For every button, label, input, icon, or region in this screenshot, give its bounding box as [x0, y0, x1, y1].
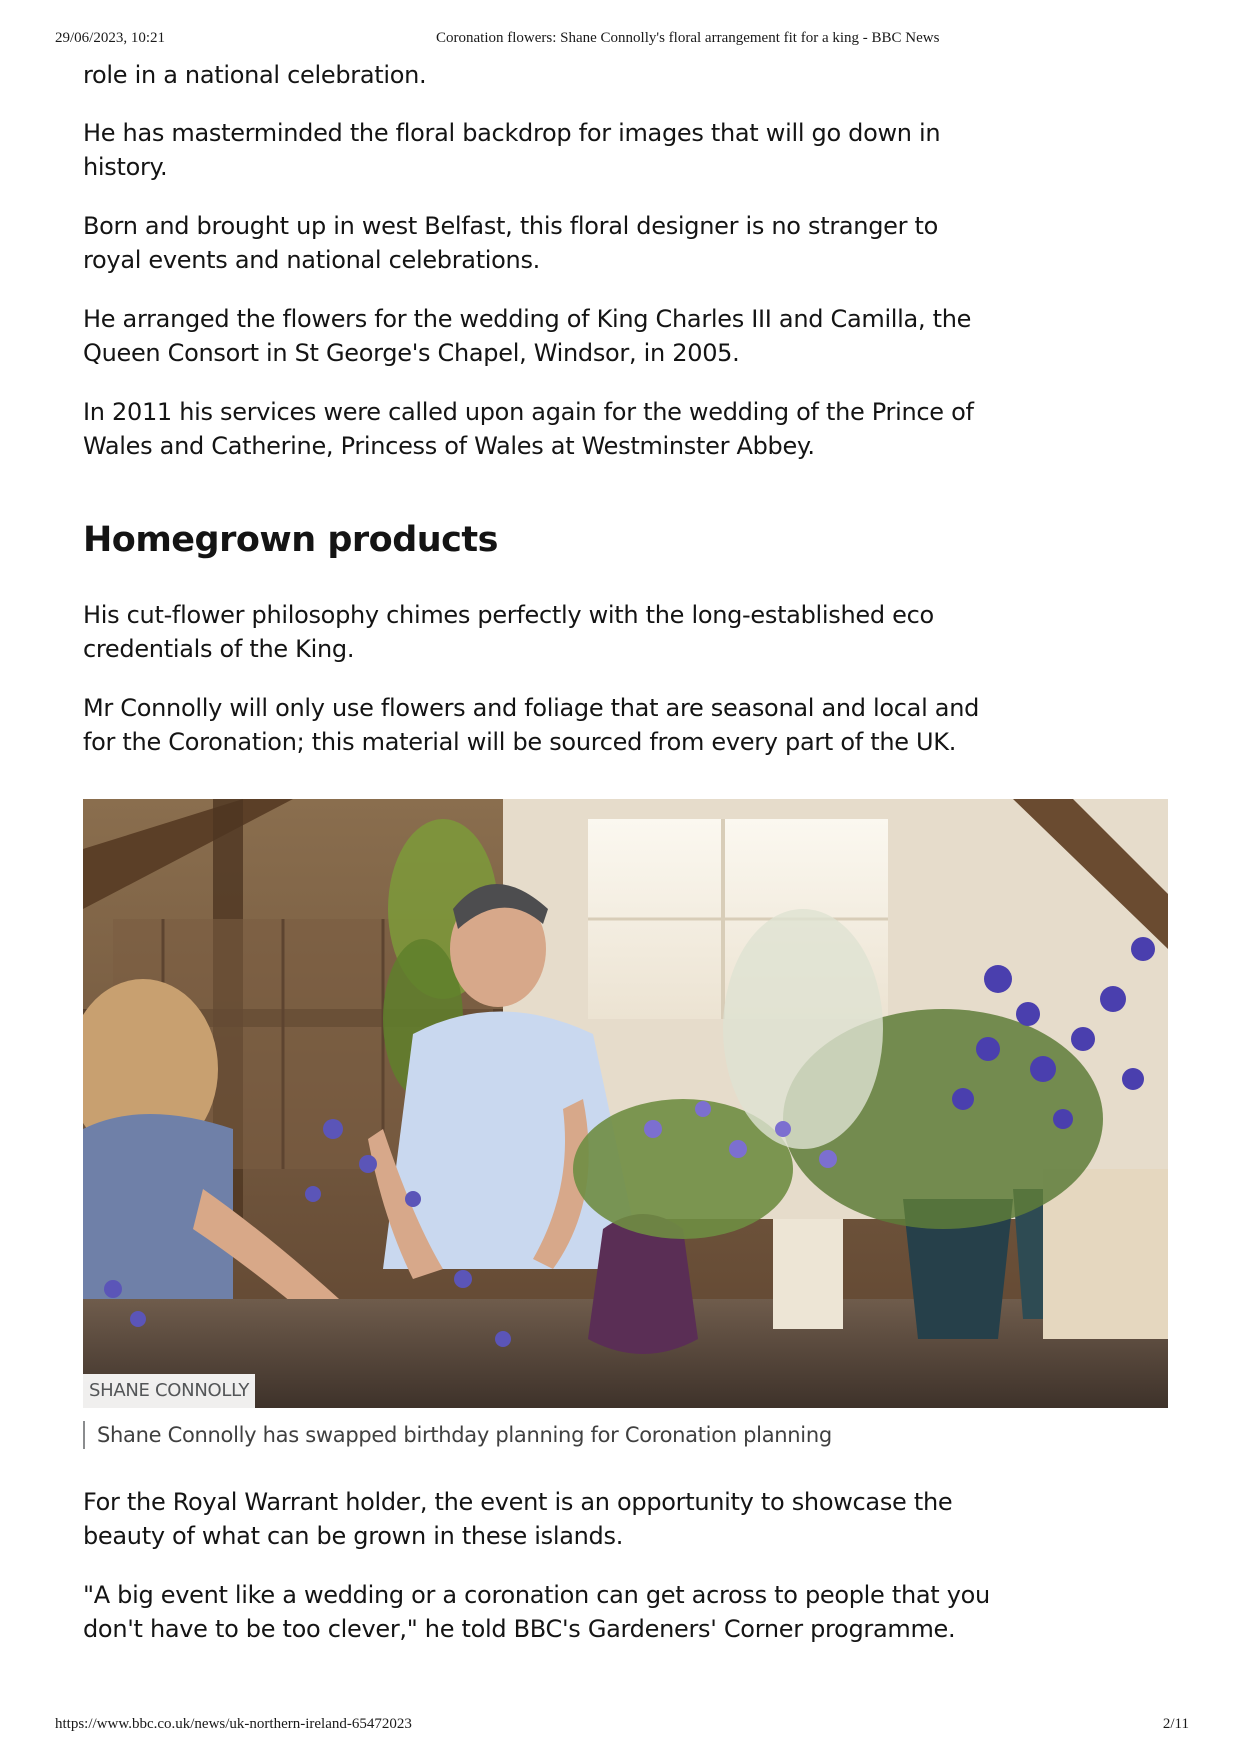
print-url: https://www.bbc.co.uk/news/uk-northern-ireland-65472023 [55, 1716, 412, 1732]
article-paragraph: He arranged the flowers for the wedding of King Charles III and Camilla, the Queen Consort in St George's Chapel, Windsor, in 2005. [83, 305, 972, 367]
photo-illustration [83, 799, 1168, 1408]
article-paragraph: Born and brought up in west Belfast, this floral designer is no stranger to royal events and national celebrations. [83, 212, 939, 274]
article-paragraph: "A big event like a wedding or a coronation can get across to people that you don't have to be too clever," he told BBC's Gardeners' Corner programme. [83, 1581, 990, 1643]
article-paragraph: He has masterminded the floral backdrop for images that will go down in history. [83, 119, 941, 181]
article-body [83, 58, 1168, 1646]
article-paragraph: For the Royal Warrant holder, the event is an opportunity to showcase the beauty of what can be grown in these islands. [83, 1488, 953, 1550]
photo-credit: SHANE CONNOLLY [83, 1374, 255, 1408]
print-datetime: 29/06/2023, 10:21 [55, 30, 166, 46]
article-paragraph: In 2011 his services were called upon again for the wedding of the Prince of Wales and Catherine, Princess of Wales at Westminster Abbey. [83, 398, 974, 460]
photo-caption: Shane Connolly has swapped birthday planning for Coronation planning [83, 1421, 1168, 1449]
print-page-number: 2/11 [1162, 1716, 1189, 1732]
article-paragraph: His cut-flower philosophy chimes perfectly with the long-established eco credentials of the King. [83, 601, 934, 663]
article-paragraph: role in a national celebration. [83, 61, 427, 89]
print-header [0, 30, 1239, 54]
article-paragraph: Mr Connolly will only use flowers and foliage that are seasonal and local and for the Coronation; this material will be sourced from every part of the UK. [83, 694, 980, 756]
article-photo [83, 799, 1168, 1408]
section-heading: Homegrown products [83, 520, 498, 560]
print-page-title: Coronation flowers: Shane Connolly's floral arrangement fit for a king - BBC News [436, 30, 940, 46]
